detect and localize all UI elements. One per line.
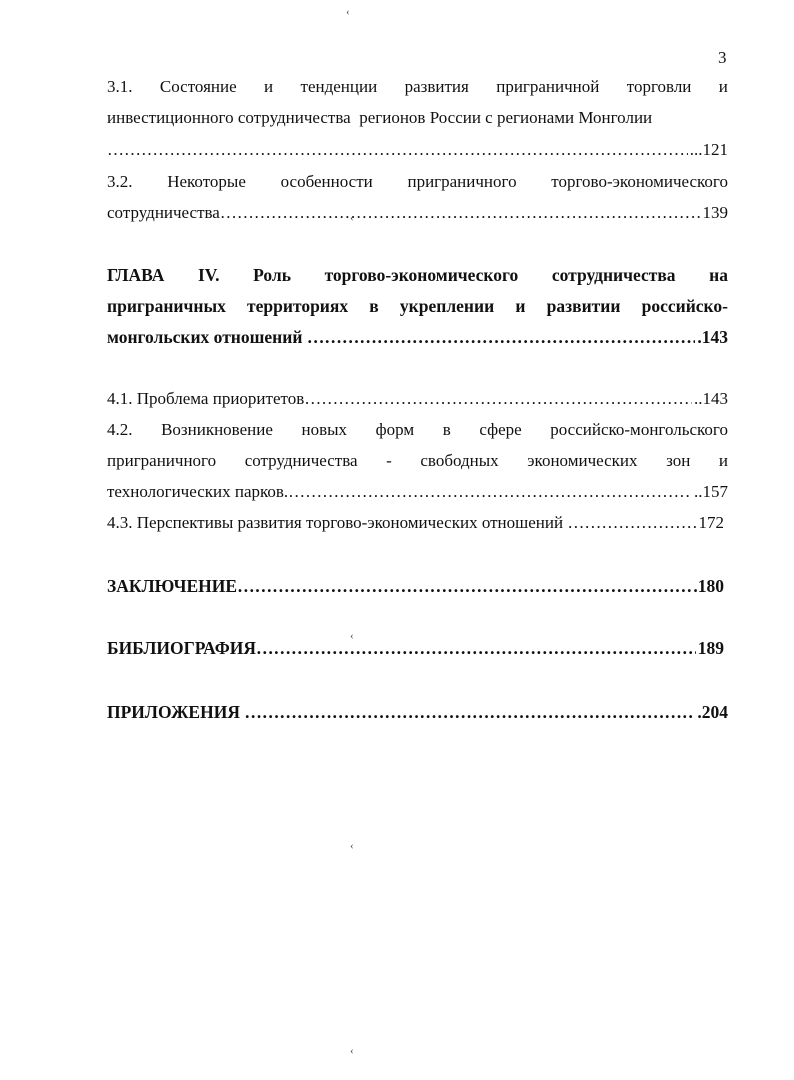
toc-text: монгольских отношений	[107, 327, 307, 347]
toc-3-1-leader	[107, 140, 728, 160]
toc-text: инвестиционного сотрудничества регионов России с регионами Монголии	[107, 108, 653, 127]
toc-text: ПРИЛОЖЕНИЯ	[107, 702, 245, 722]
toc-page: .204	[697, 702, 728, 722]
word: экономических	[527, 451, 638, 470]
toc-page: 172	[698, 513, 724, 532]
word: зон	[666, 451, 691, 470]
word: сотрудничества	[244, 451, 358, 470]
word: приграничного	[107, 451, 217, 470]
scan-mark: ‹	[350, 212, 354, 224]
toc-4-3	[107, 513, 724, 533]
dot-leader	[237, 576, 691, 596]
page-number: 3	[718, 48, 727, 67]
toc-4-2-line2	[107, 451, 728, 471]
word: российско-монгольского	[550, 420, 728, 439]
toc-3-2-line1	[107, 172, 728, 192]
toc-text: технологических парков.	[107, 482, 289, 501]
dot-leader	[304, 389, 692, 409]
word: 4.2.	[107, 420, 133, 439]
toc-4-1	[107, 389, 728, 409]
word: торгово-экономического	[551, 172, 728, 191]
toc-4-2-line1	[107, 420, 728, 440]
word: Возникновение	[161, 420, 273, 439]
toc-4-2-line3	[107, 482, 728, 502]
toc-text: ЗАКЛЮЧЕНИЕ	[107, 576, 238, 596]
word: форм	[375, 420, 415, 439]
word: IV.	[197, 265, 220, 285]
word: тенденции	[300, 77, 378, 96]
word: и	[718, 451, 728, 470]
scan-mark: ‹	[350, 1045, 354, 1057]
toc-page: ..157	[694, 482, 728, 501]
toc-conclusion	[107, 576, 724, 596]
word: в	[369, 296, 379, 316]
word: -	[386, 451, 392, 470]
toc-page: 189	[697, 638, 724, 658]
dot-leader	[107, 140, 688, 160]
chapter-4-line2	[107, 296, 728, 316]
word: 3.1.	[107, 77, 133, 96]
dot-leader	[307, 327, 696, 347]
word: приграничной	[496, 77, 600, 96]
dot-leader	[288, 482, 692, 502]
toc-text: 4.3. Перспективы развития торгово-экономических отношений	[107, 513, 568, 532]
word: развитии	[546, 296, 621, 316]
toc-3-2-line2	[107, 203, 728, 223]
word: в	[442, 420, 451, 439]
toc-page: .180	[693, 576, 724, 596]
word: новых	[301, 420, 348, 439]
word: ГЛАВА	[107, 265, 165, 285]
word: на	[709, 265, 728, 285]
toc-3-1-line1	[107, 77, 728, 97]
word: торговли	[626, 77, 692, 96]
word: свободных	[420, 451, 499, 470]
word: развития	[404, 77, 469, 96]
word: особенности	[280, 172, 373, 191]
word: территориях	[247, 296, 349, 316]
word: приграничных	[107, 296, 226, 316]
dot-leader	[567, 513, 696, 533]
dot-leader	[256, 638, 696, 658]
word: сфере	[479, 420, 522, 439]
word: 3.2.	[107, 172, 133, 191]
word: Роль	[253, 265, 291, 285]
toc-text: 4.1. Проблема приоритетов	[107, 389, 305, 408]
word: и	[515, 296, 526, 316]
toc-appendices	[107, 702, 728, 722]
scan-mark: ‹	[350, 630, 354, 642]
chapter-4-line1	[107, 265, 728, 285]
word: сотрудничества	[551, 265, 676, 285]
word: торгово-экономического	[324, 265, 519, 285]
toc-page: ..143	[694, 389, 728, 408]
toc-page: ...121	[689, 140, 728, 159]
word: и	[718, 77, 728, 96]
toc-page: 139	[702, 203, 728, 222]
word: укреплении	[399, 296, 495, 316]
dot-leader	[244, 702, 695, 722]
word: российско-	[641, 296, 728, 316]
chapter-4-line3	[107, 327, 728, 347]
word: приграничного	[407, 172, 517, 191]
scan-mark: ‹	[346, 6, 350, 18]
dot-leader	[220, 203, 701, 223]
scan-mark: ‹	[350, 840, 354, 852]
word: Некоторые	[167, 172, 246, 191]
toc-text: БИБЛИОГРАФИЯ	[107, 638, 256, 658]
word: и	[264, 77, 274, 96]
toc-3-1-line2	[107, 108, 728, 128]
word: Состояние	[159, 77, 237, 96]
toc-page: .143	[697, 327, 728, 347]
toc-text: сотрудничества	[107, 203, 220, 222]
toc-bibliography	[107, 638, 724, 658]
